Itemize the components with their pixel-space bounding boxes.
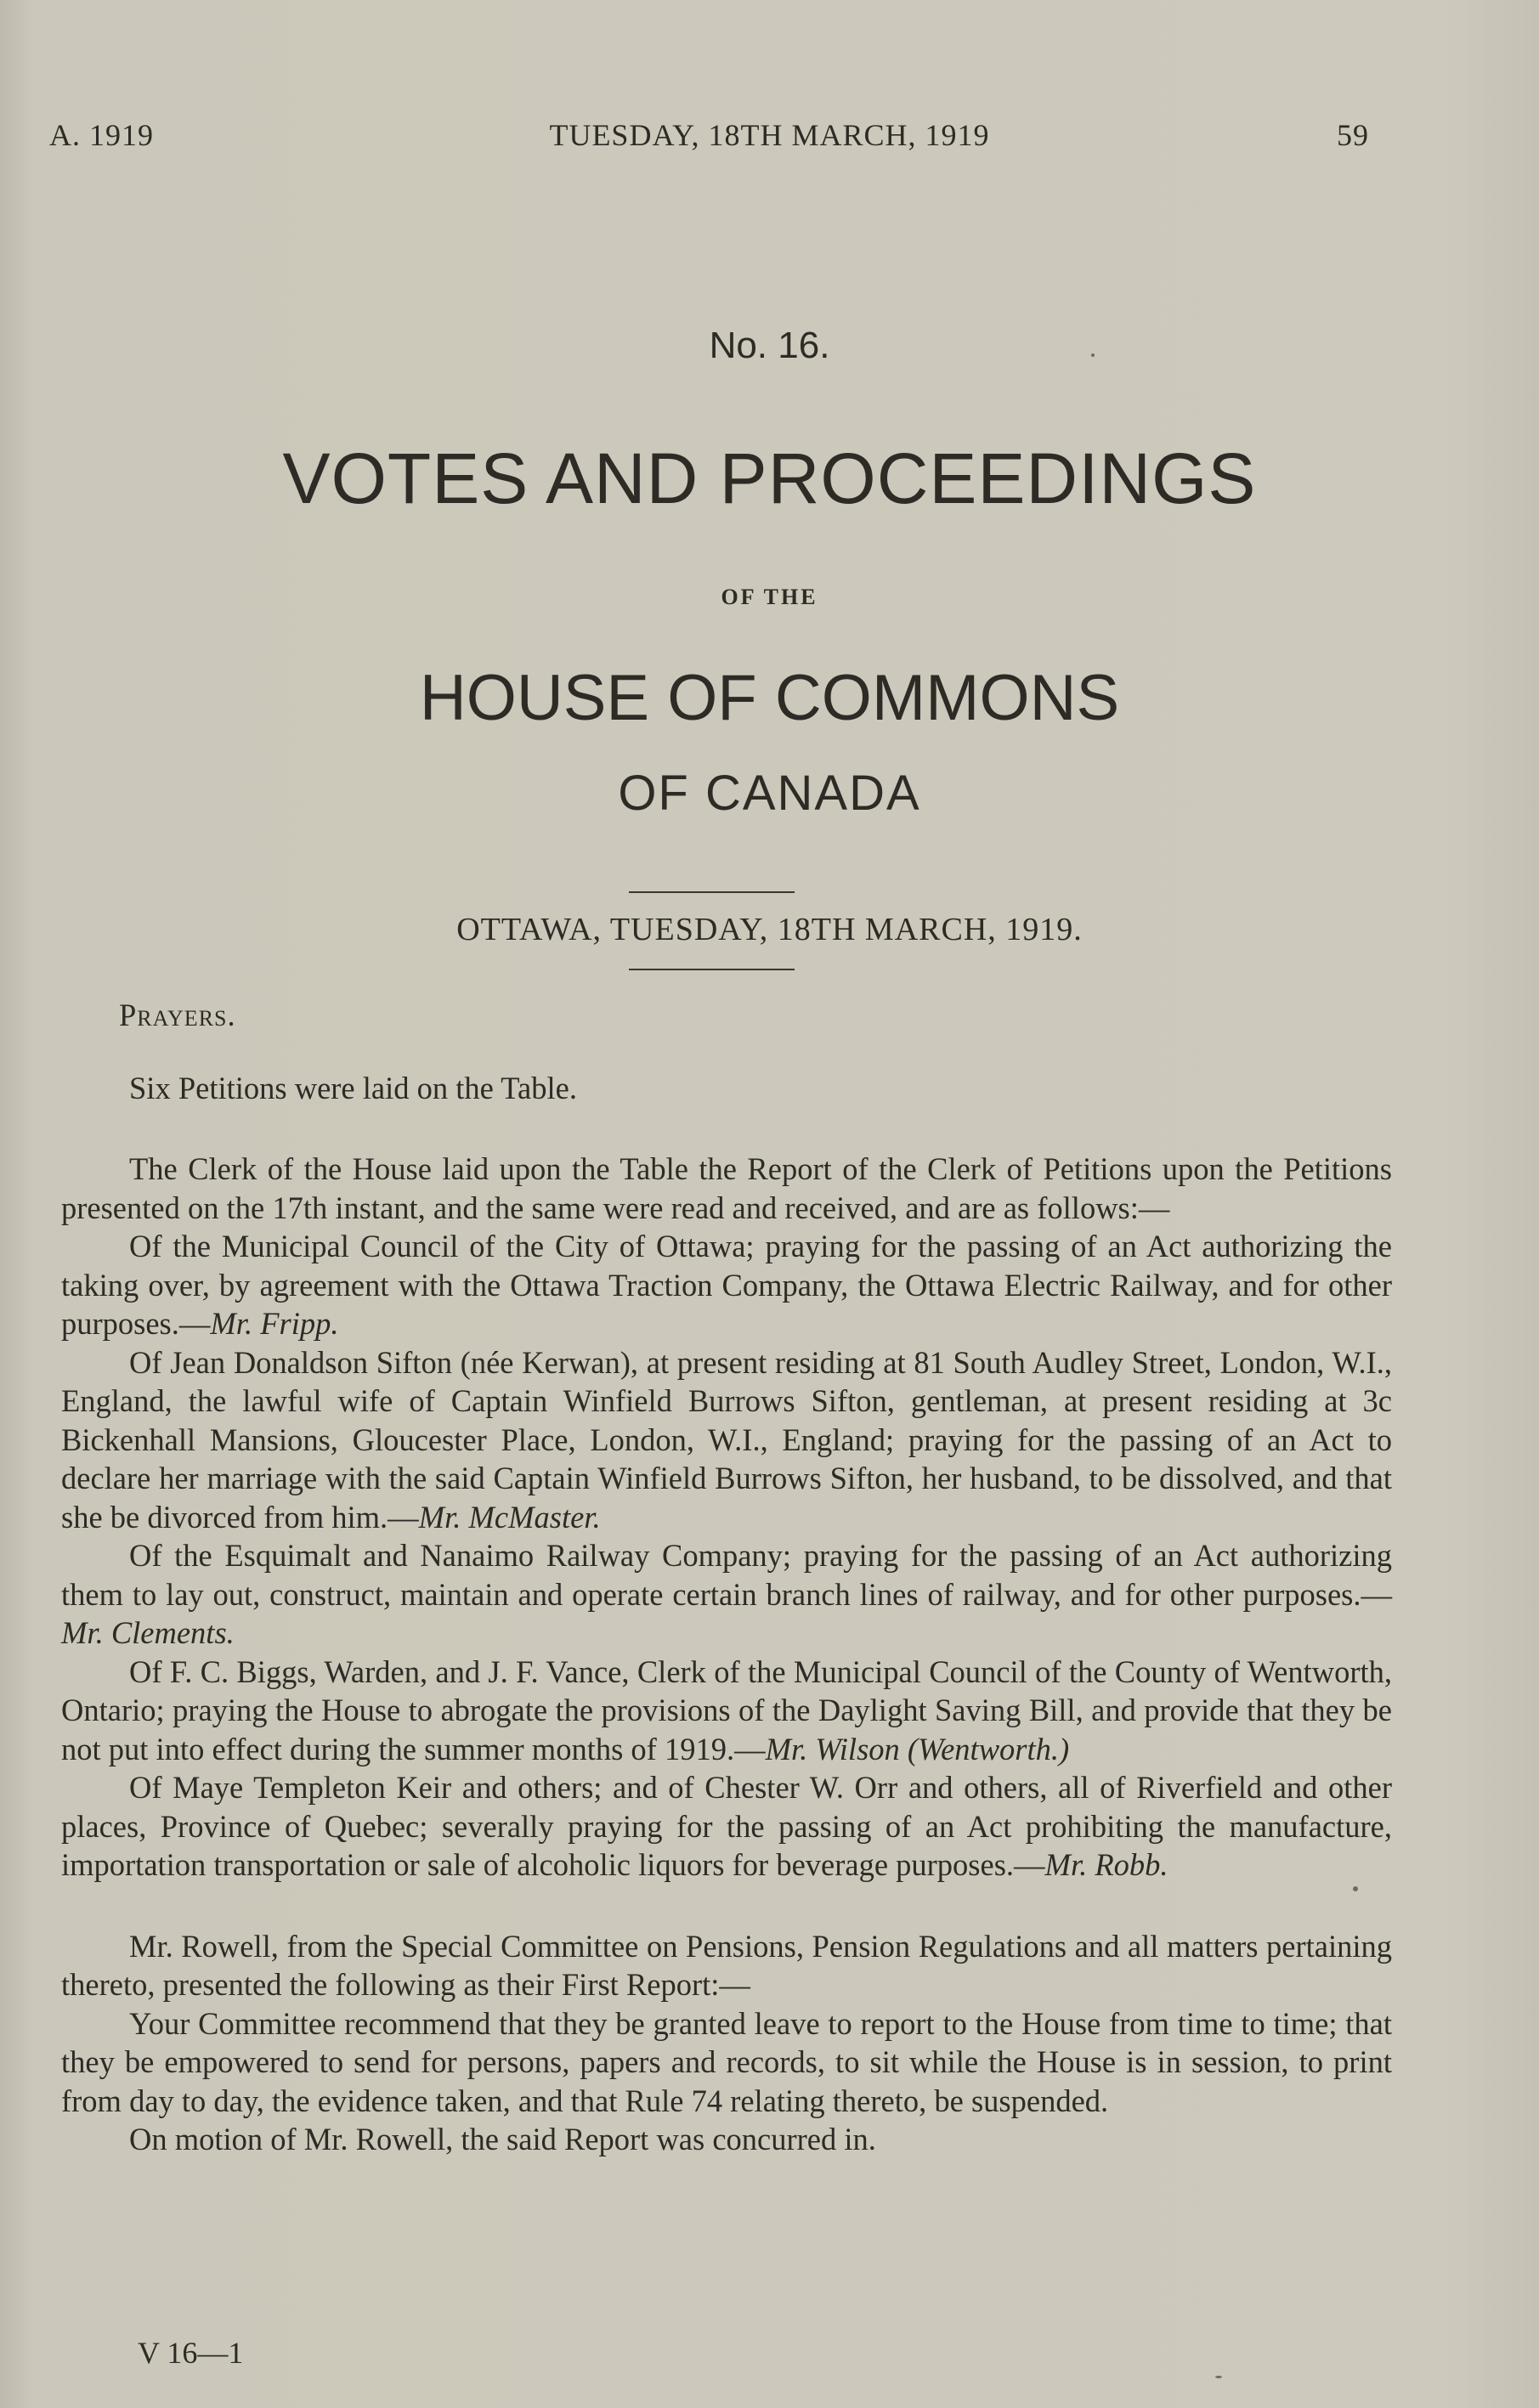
running-header <box>0 117 1539 160</box>
petition-keir: Of Maye Templeton Keir and others; and of Chester W. Orr and others, all of Riverfield and other places, Province of Quebec; severally praying for the passing of an Act prohibiting the manufacture, importation transportation or sale of alcoholic liquors for beverage purposes.—Mr. Robb. <box>61 1770 1392 1882</box>
divider-bottom <box>629 969 795 970</box>
paragraph-clerk-report: The Clerk of the House laid upon the Table the Report of the Clerk of Petitions upon the Petitions presented on the 17th instant, and the same were read and received, and are as follows:— <box>61 1151 1392 1225</box>
petition-esquimalt: Of the Esquimalt and Nanaimo Railway Company; praying for the passing of an Act authorizing them to lay out, construct, maintain and operate certain branch lines of railway, and for other purposes.—Mr. Clements. <box>61 1538 1392 1650</box>
document-body <box>61 996 1392 2159</box>
paper-speck <box>1091 353 1095 357</box>
prayers-heading: Prayers. <box>119 998 236 1032</box>
paper-speck <box>1215 2376 1222 2378</box>
title-votes-proceedings: VOTES AND PROCEEDINGS <box>282 438 1257 518</box>
paragraph-motion-concurred: On motion of Mr. Rowell, the said Report was concurred in. <box>129 2122 876 2156</box>
page-number: 59 <box>1337 118 1369 152</box>
petition-wentworth: Of F. C. Biggs, Warden, and J. F. Vance, Clerk of the Municipal Council of the County of Wentworth, Ontario; praying the House to abrogate the provisions of the Daylight Saving Bill, and provide that they be not put into effect during the summer months of 1919.—Mr. Wilson (Wentworth.) <box>61 1653 1392 1766</box>
paragraph-rowell-report: Mr. Rowell, from the Special Committee on Pensions, Pension Regulations and all matters pertaining thereto, presented the following as their First Report:— <box>61 1928 1392 2002</box>
petition-sifton: Of Jean Donaldson Sifton (née Kerwan), at present residing at 81 South Audley Street, London, W.I., England, the lawful wife of Captain Winfield Burrows Sifton, gentleman, at present residing at 3c Bickenhall Mansions, Gloucester Place, London, W.I., England; praying for the passing of an Act to declare her marriage with the said Captain Winfield Burrows Sifton, her husband, to be dissolved, and that she be divorced from him.—Mr. McMaster. <box>61 1344 1392 1535</box>
divider-top <box>629 891 795 893</box>
paragraph-committee-recommend: Your Committee recommend that they be granted leave to report to the House from time to time; that they be empowered to send for persons, papers and records, to sit while the House is in session, to print from day to day, the evidence taken, and that Rule 74 relating thereto, be suspended. <box>61 2005 1392 2118</box>
header-session-year: A. 1919 <box>49 118 154 152</box>
issue-number: No. 16. <box>709 325 830 366</box>
title-of-canada: OF CANADA <box>618 766 921 821</box>
dateline: OTTAWA, TUESDAY, 18TH MARCH, 1919. <box>456 912 1083 947</box>
petition-ottawa: Of the Municipal Council of the City of Ottawa; praying for the passing of an Act authorizing the taking over, by agreement with the Ottawa Traction Company, the Ottawa Electric Railway, and for other purposes.—Mr. Fripp. <box>61 1229 1392 1341</box>
paper-speck <box>1353 1886 1358 1891</box>
title-house-of-commons: HOUSE OF COMMONS <box>419 662 1120 734</box>
header-date: TUESDAY, 18TH MARCH, 1919 <box>549 118 990 152</box>
paragraph-petitions-laid: Six Petitions were laid on the Table. <box>129 1070 577 1105</box>
signature-mark: V 16—1 <box>138 2336 244 2370</box>
title-of-the: OF THE <box>721 585 818 609</box>
